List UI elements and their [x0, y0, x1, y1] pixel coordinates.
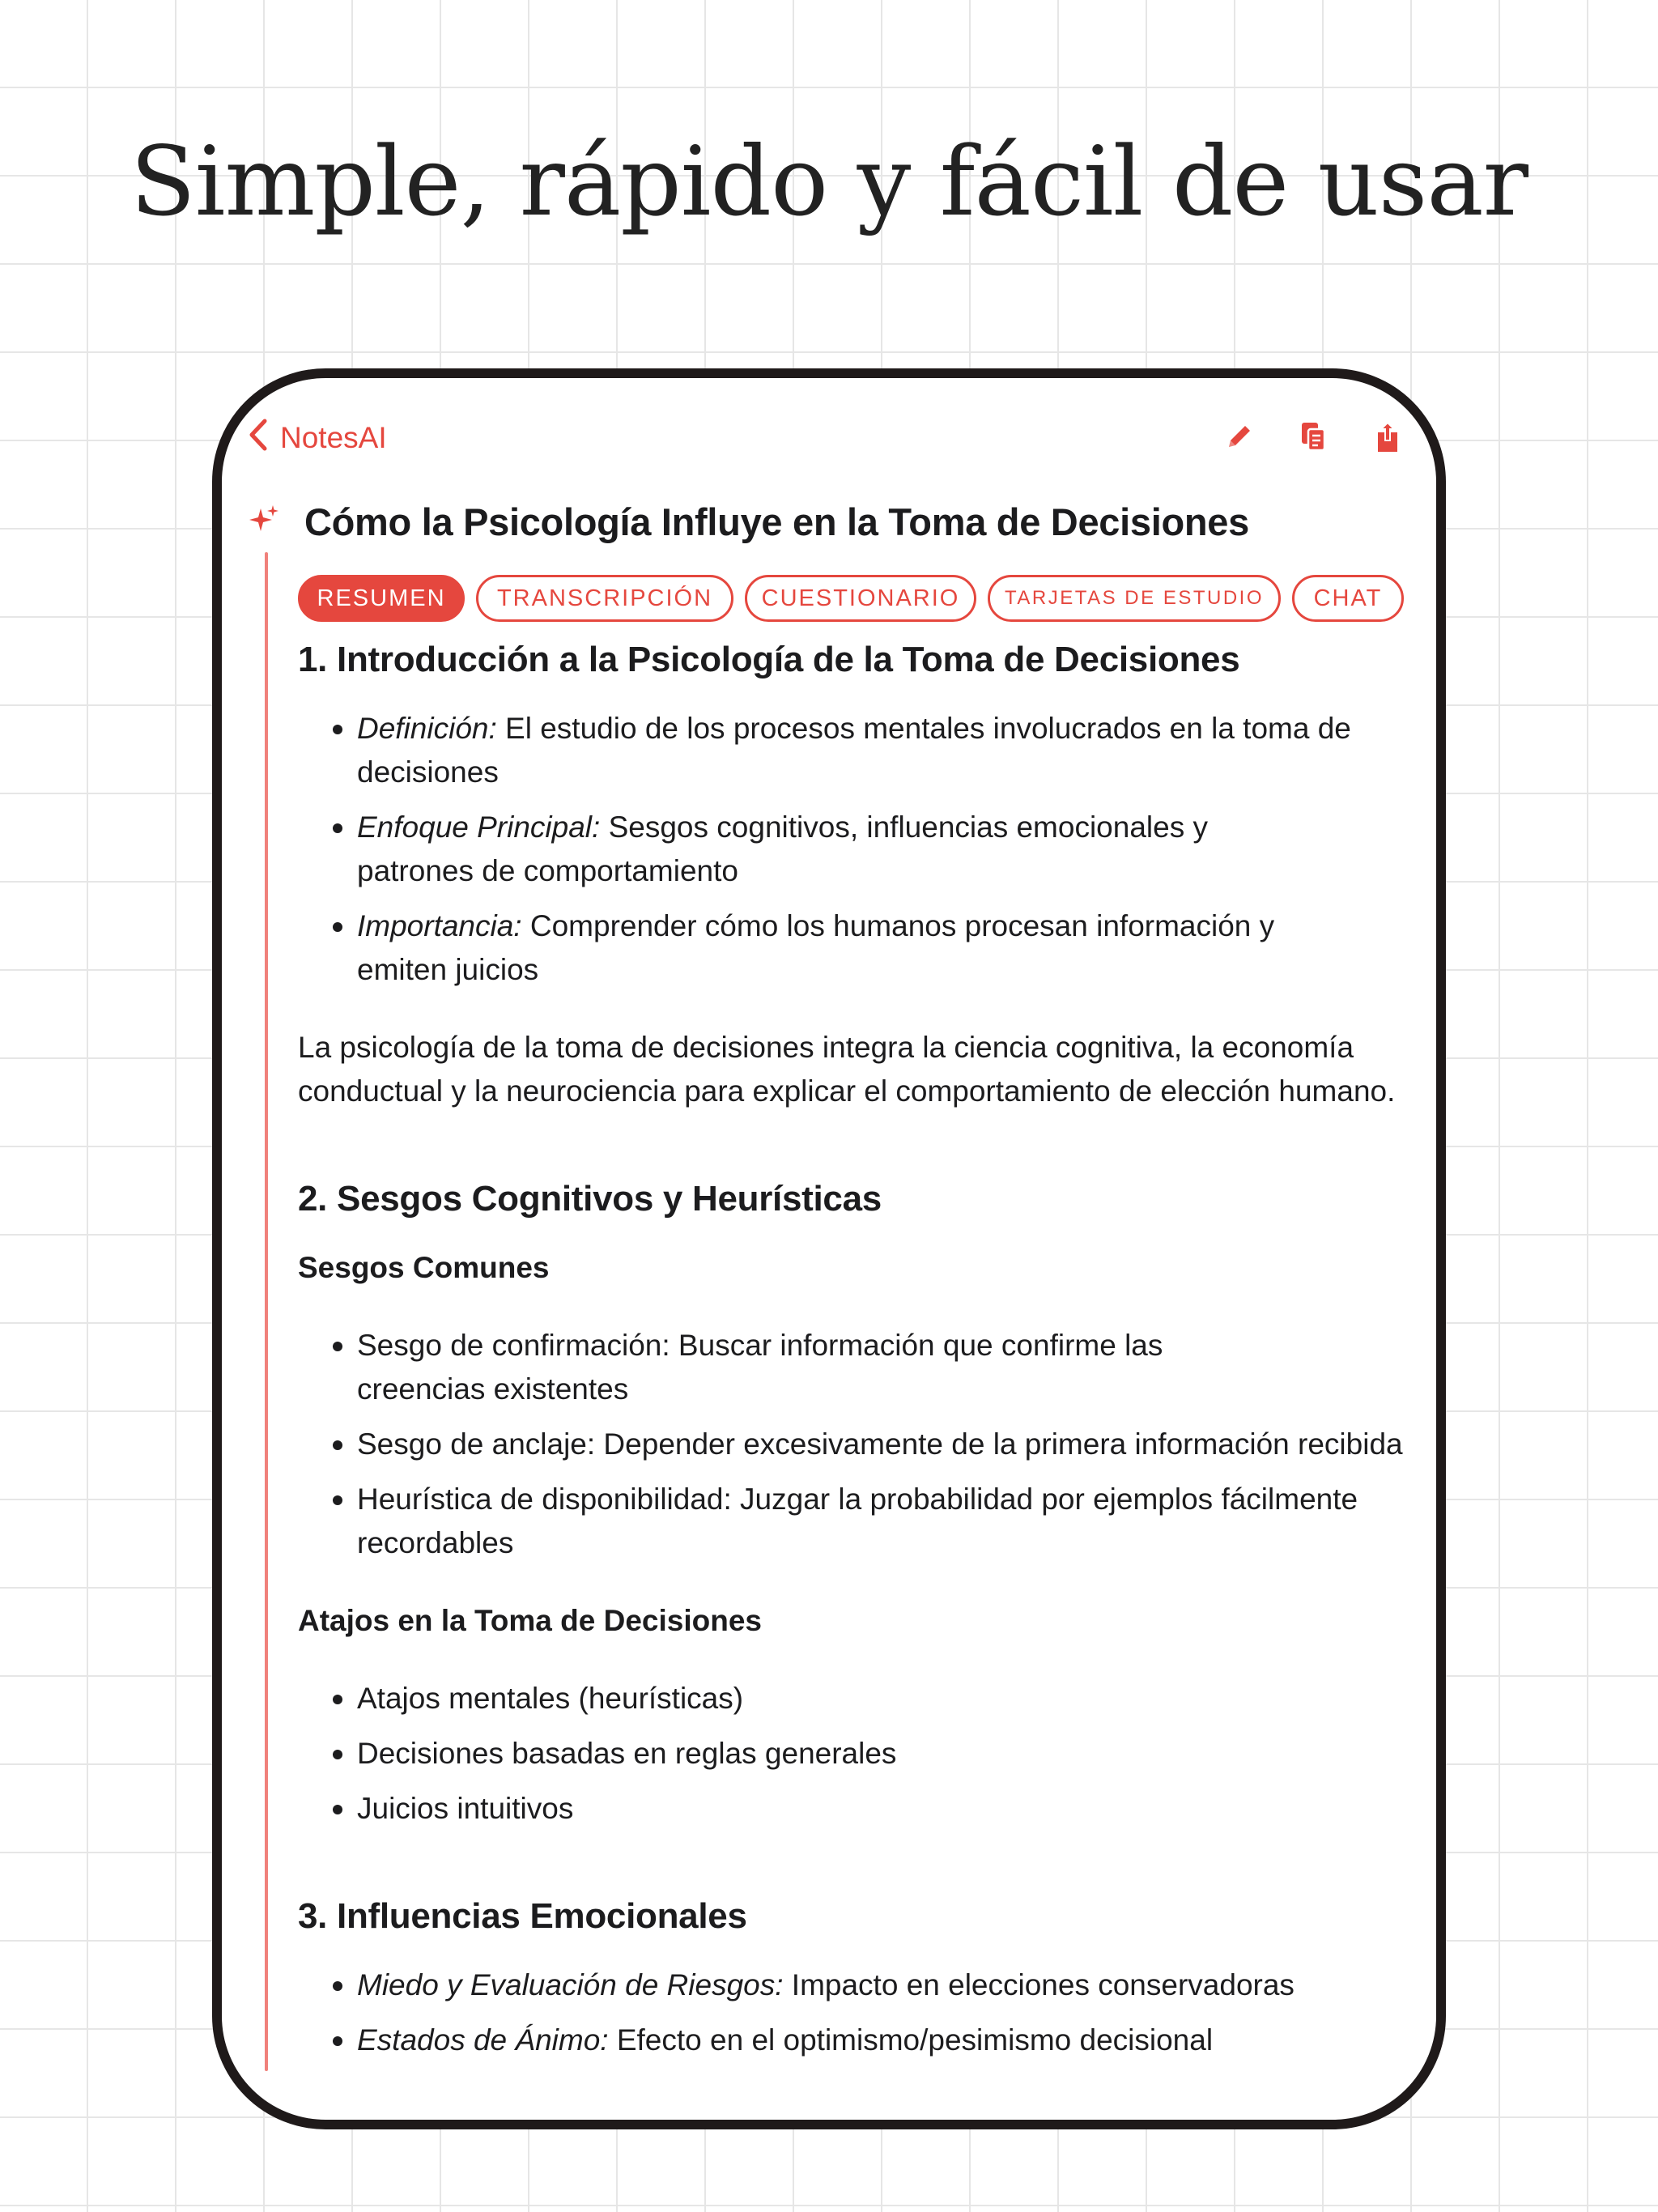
intro-paragraph: La psicología de la toma de decisiones integra la ciencia cognitiva, la economía conductual y la neurociencia para explicar el comportamiento de elección humano. — [298, 1031, 1396, 1108]
pencil-icon[interactable] — [1222, 419, 1255, 457]
subsection-heading: Atajos en la Toma de Decisiones — [298, 1604, 762, 1637]
tab-transcripcion[interactable]: TRANSCRIPCIÓN — [476, 575, 733, 622]
list-item: Definición: El estudio de los procesos mentales involucrados en la toma de decisiones — [298, 707, 1410, 794]
tab-resumen[interactable]: RESUMEN — [298, 575, 465, 622]
list-item: Decisiones basadas en reglas generales — [298, 1732, 1410, 1776]
list-item: Importancia: Comprender cómo los humanos procesan información y emiten juicios — [298, 904, 1410, 992]
bias-list — [298, 1324, 1410, 1565]
intro-list — [298, 707, 1410, 992]
list-item: Sesgo de anclaje: Depender excesivamente de la primera información recibida — [298, 1423, 1410, 1466]
chevron-left-icon — [248, 418, 269, 459]
section-heading: 3. Influencias Emocionales — [298, 1896, 747, 1936]
tablet-frame — [212, 368, 1446, 2129]
subsection-heading: Sesgos Comunes — [298, 1251, 550, 1284]
list-item: Heurística de disponibilidad: Juzgar la probabilidad por ejemplos fácilmente recordables — [298, 1478, 1410, 1565]
headline: Simple, rápido y fácil de usar — [130, 125, 1528, 237]
tab-cuestionario[interactable]: CUESTIONARIO — [745, 575, 976, 622]
list-item: Atajos mentales (heurísticas) — [298, 1677, 1410, 1721]
section-heading: 1. Introducción a la Psicología de la Toma de Decisiones — [298, 640, 1240, 679]
document-header — [248, 500, 1410, 544]
section-heading: 2. Sesgos Cognitivos y Heurísticas — [298, 1179, 882, 1219]
navigation-bar — [222, 414, 1436, 462]
emotion-list — [298, 1963, 1410, 2062]
toolbar-actions — [1222, 414, 1404, 462]
list-item: Miedo y Evaluación de Riesgos: Impacto en elecciones conservadoras — [298, 1963, 1410, 2007]
copy-icon[interactable] — [1297, 419, 1329, 457]
share-icon[interactable] — [1371, 419, 1404, 457]
back-button[interactable] — [248, 414, 387, 462]
back-button-label: NotesAI — [280, 421, 387, 454]
segment-tabs — [298, 575, 1410, 622]
accent-line — [265, 552, 268, 2071]
summary-content — [298, 636, 1410, 2062]
list-item: Estados de Ánimo: Efecto en el optimismo/pesimismo decisional — [298, 2018, 1410, 2062]
list-item: Juicios intuitivos — [298, 1787, 1410, 1831]
document-title: Cómo la Psicología Influye en la Toma de Decisiones — [304, 500, 1249, 543]
list-item: Enfoque Principal: Sesgos cognitivos, influencias emocionales y patrones de comportamiento — [298, 806, 1410, 893]
list-item: Sesgo de confirmación: Buscar información que confirme las creencias existentes — [298, 1324, 1410, 1411]
tab-chat[interactable]: CHAT — [1292, 575, 1404, 622]
sparkle-icon — [248, 504, 280, 540]
tab-tarjetas-de-estudio[interactable]: TARJETAS DE ESTUDIO — [988, 575, 1281, 622]
shortcut-list — [298, 1677, 1410, 1831]
app-screen — [222, 378, 1436, 2120]
